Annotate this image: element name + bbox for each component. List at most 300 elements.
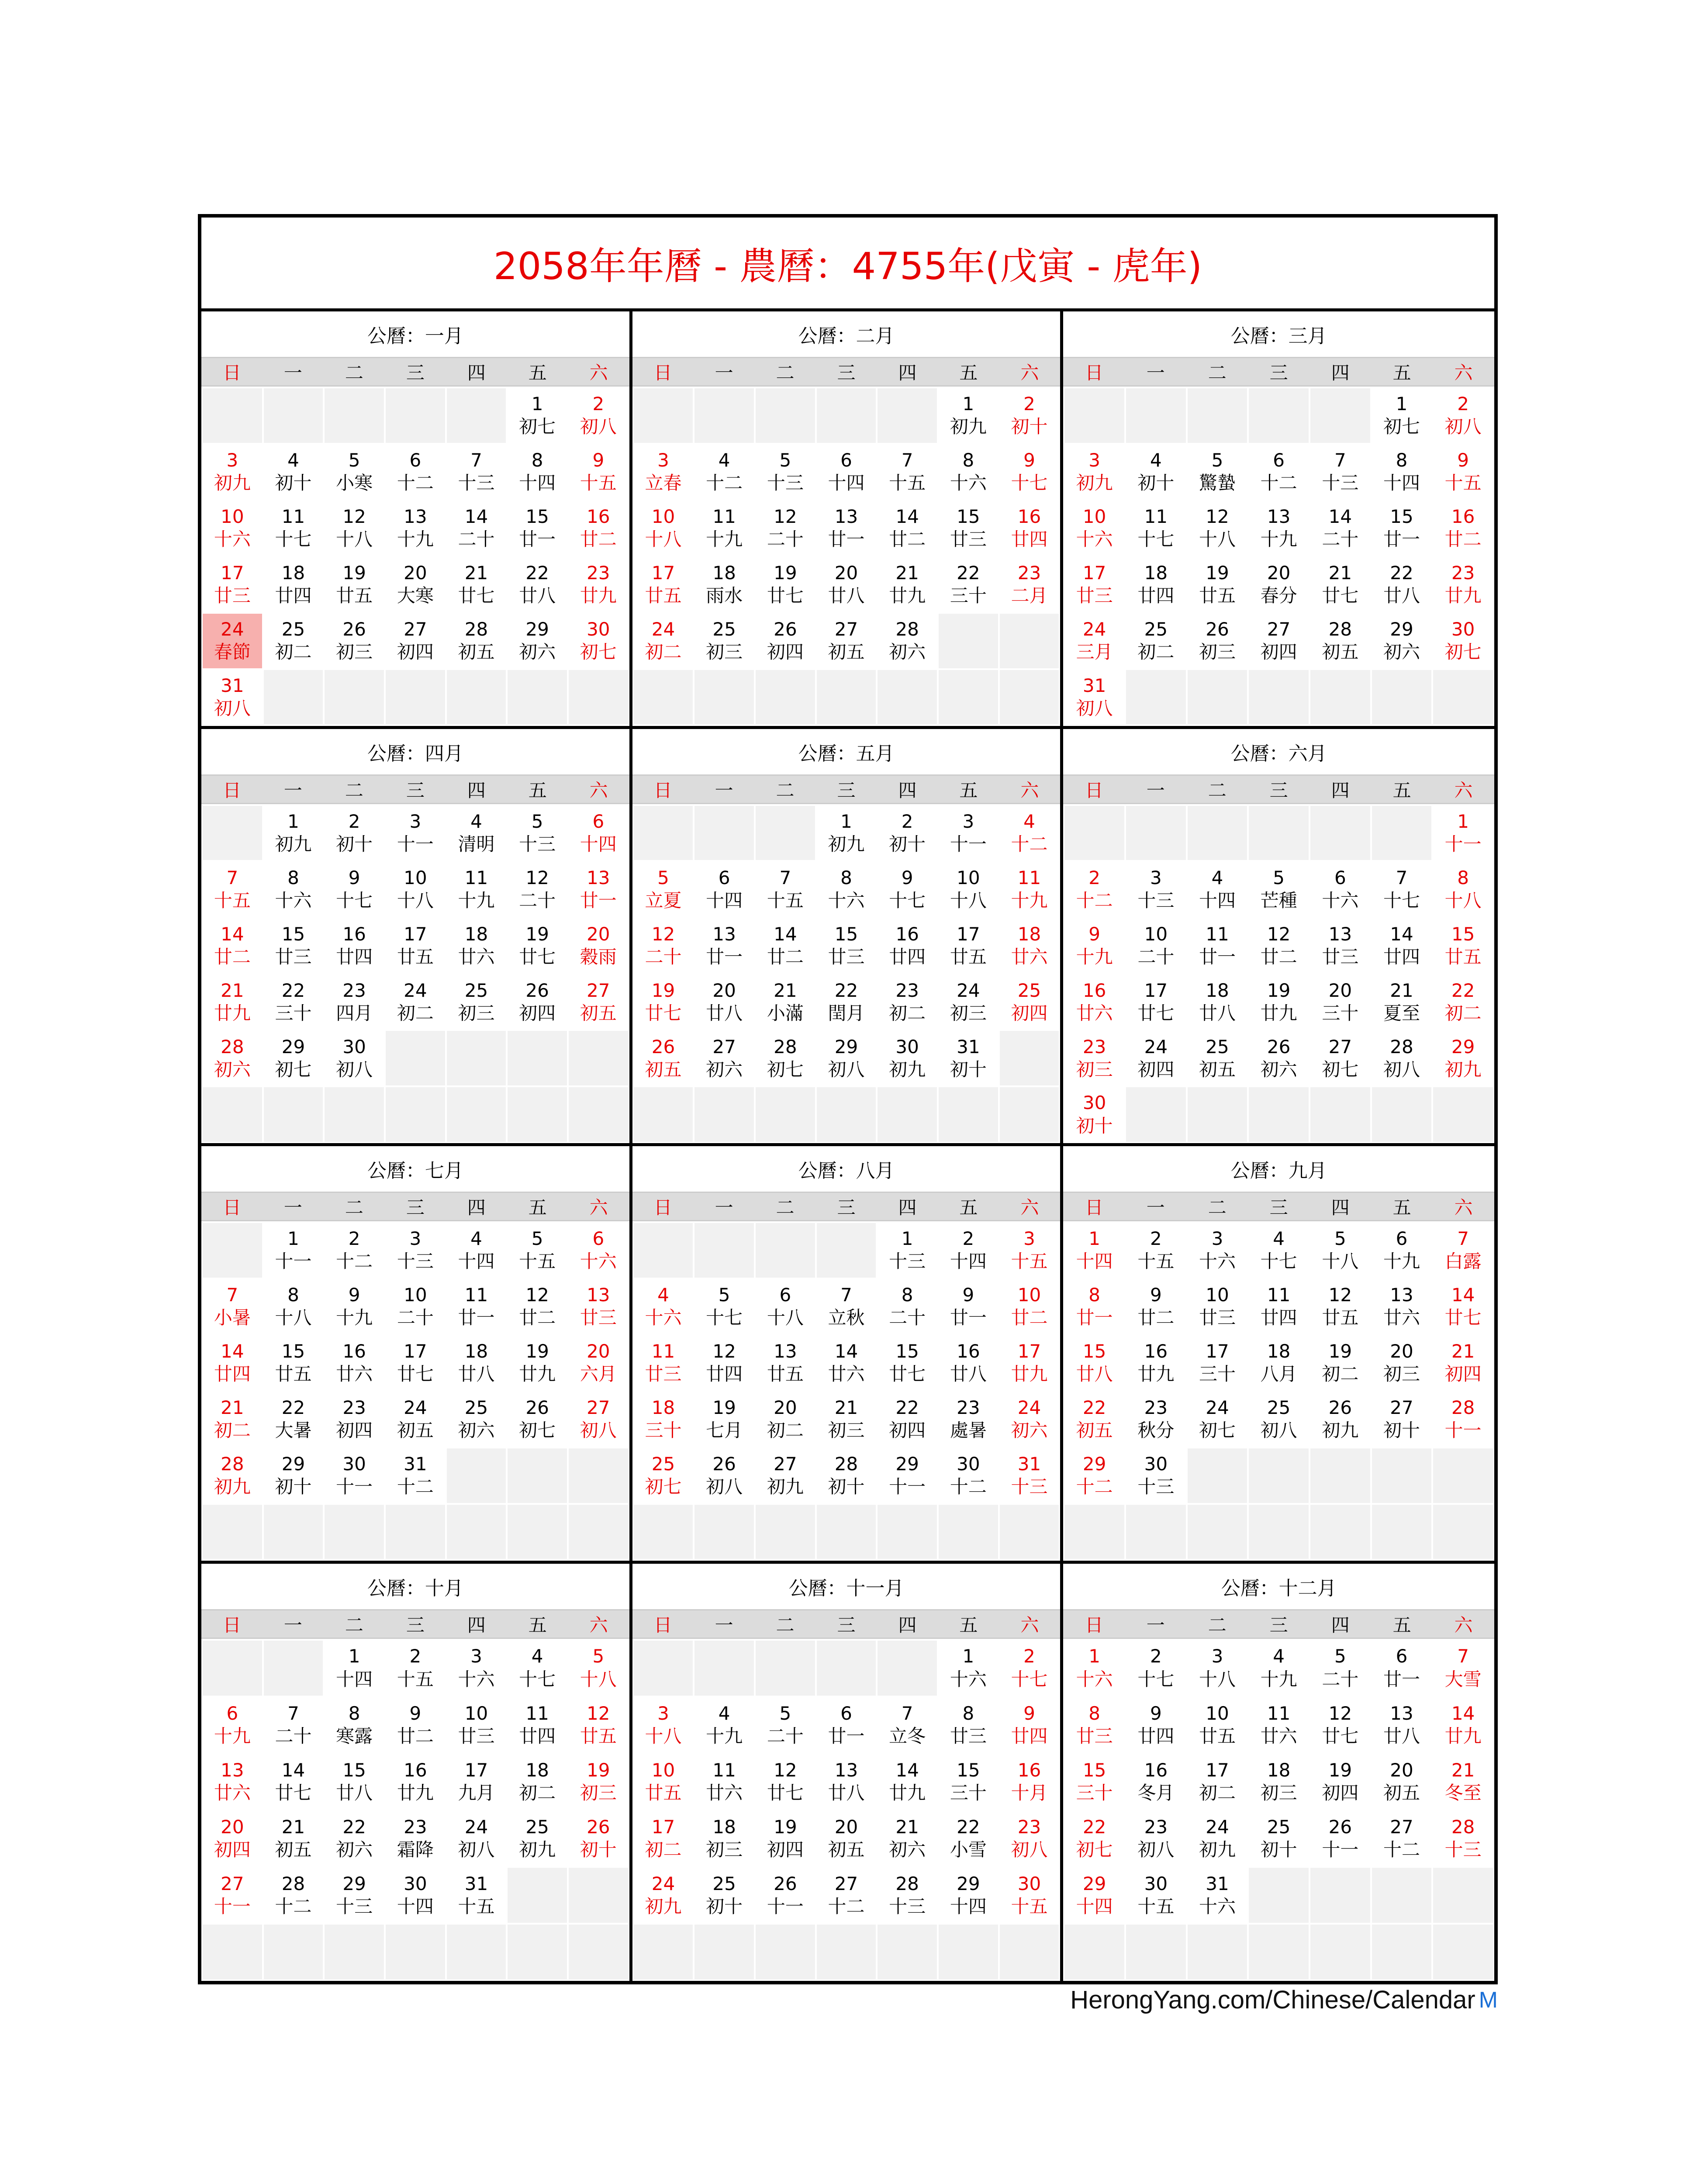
lunar-date: 初六: [519, 641, 556, 663]
day-cell: [756, 975, 815, 1029]
day-number: 10: [464, 1702, 488, 1724]
day-cell: [1126, 975, 1186, 1029]
day-number: 6: [226, 1702, 238, 1724]
day-number: 31: [1206, 1873, 1229, 1894]
day-cell: [1433, 445, 1493, 499]
weekday-label: 二: [776, 1197, 795, 1218]
day-cell: [694, 1868, 754, 1923]
day-number: 13: [587, 867, 610, 888]
lunar-date: 秋分: [1137, 1420, 1175, 1441]
empty-cell: [447, 1925, 506, 1980]
lunar-date: 廿八: [828, 1782, 865, 1804]
day-cell: [1249, 1279, 1309, 1334]
day-number: 23: [895, 979, 919, 1001]
day-cell: [447, 1336, 506, 1390]
empty-cell: [634, 1641, 693, 1696]
day-cell: [817, 1031, 876, 1085]
day-cell: [1310, 1392, 1370, 1447]
weekday-label: 三: [837, 362, 856, 384]
lunar-date: 廿七: [1137, 1002, 1175, 1024]
lunar-date: 十一: [214, 1895, 251, 1917]
lunar-date: 十八: [1199, 529, 1236, 550]
day-number: 6: [840, 449, 852, 471]
day-number: 26: [651, 1036, 675, 1057]
day-cell: [1000, 1641, 1059, 1696]
lunar-date: 十五: [458, 1895, 495, 1917]
day-number: 14: [1451, 1702, 1475, 1724]
day-cell: [756, 1279, 815, 1334]
day-cell: [1249, 1697, 1309, 1752]
day-cell: [1188, 501, 1247, 556]
weekday-label: 一: [715, 1197, 733, 1218]
day-number: 31: [1017, 1453, 1041, 1475]
lunar-date: 十月: [1011, 1782, 1048, 1804]
day-number: 28: [281, 1873, 305, 1894]
day-cell: [694, 1336, 754, 1390]
empty-cell: [1126, 1925, 1186, 1980]
lunar-date: 廿三: [458, 1725, 495, 1747]
day-number: 25: [651, 1453, 675, 1475]
day-cell: [325, 1279, 384, 1334]
lunar-date: 廿七: [397, 1363, 434, 1385]
lunar-date: 初七: [645, 1476, 682, 1498]
day-number: 13: [712, 923, 736, 945]
day-number: 18: [1017, 923, 1041, 945]
empty-cell: [939, 670, 998, 725]
lunar-date: 初七: [580, 641, 617, 663]
day-number: 26: [1267, 1036, 1291, 1057]
day-number: 30: [342, 1453, 366, 1475]
day-number: 14: [221, 923, 244, 945]
day-grid: [632, 1221, 1061, 1561]
weekday-label: 一: [283, 362, 302, 384]
day-cell: [386, 1868, 445, 1923]
month-block: [201, 311, 632, 729]
lunar-date: 初五: [1076, 1420, 1113, 1441]
day-cell: [569, 557, 628, 612]
lunar-date: 十一: [275, 1251, 312, 1272]
day-cell: [1000, 501, 1059, 556]
lunar-date: 十四: [1076, 1895, 1113, 1917]
day-number: 8: [287, 867, 299, 888]
day-cell: [508, 1811, 567, 1866]
day-cell: [1188, 445, 1247, 499]
lunar-date: 十六: [580, 1251, 617, 1272]
weekday-label: 三: [406, 1197, 425, 1218]
empty-cell: [634, 1087, 693, 1142]
day-cell: [1000, 388, 1059, 443]
day-number: 30: [1082, 1092, 1106, 1114]
day-cell: [1188, 1697, 1247, 1752]
day-cell: [634, 1697, 693, 1752]
lunar-date: 初六: [336, 1838, 373, 1860]
day-cell: [939, 975, 998, 1029]
day-number: 15: [281, 1341, 305, 1362]
day-number: 3: [1023, 1228, 1035, 1250]
day-number: 1: [1457, 810, 1469, 832]
empty-cell: [1433, 1087, 1493, 1142]
day-cell: [694, 1031, 754, 1085]
day-number: 18: [1206, 979, 1229, 1001]
lunar-date: 廿七: [889, 1363, 926, 1385]
day-number: 26: [525, 1397, 549, 1419]
day-number: 17: [1082, 562, 1106, 584]
day-number: 28: [834, 1453, 858, 1475]
day-number: 21: [895, 1816, 919, 1838]
day-number: 26: [1206, 619, 1229, 640]
empty-cell: [694, 1925, 754, 1980]
weekday-label: 三: [406, 1614, 425, 1636]
lunar-date: 十一: [1444, 833, 1482, 855]
day-cell: [264, 1223, 323, 1278]
lunar-date: 廿九: [214, 1002, 251, 1024]
lunar-date: 廿六: [1383, 1307, 1420, 1329]
empty-cell: [817, 1641, 876, 1696]
lunar-date: 初三: [580, 1782, 617, 1804]
lunar-date: 初九: [1076, 472, 1113, 494]
day-number: 23: [587, 562, 610, 584]
day-cell: [634, 557, 693, 612]
empty-cell: [1372, 806, 1432, 860]
day-number: 3: [470, 1645, 482, 1667]
day-cell: [694, 975, 754, 1029]
day-cell: [203, 1697, 262, 1752]
day-cell: [634, 862, 693, 916]
day-cell: [817, 1754, 876, 1809]
lunar-date: 十五: [1444, 472, 1482, 494]
day-cell: [1372, 1754, 1432, 1809]
lunar-date: 廿五: [580, 1725, 617, 1747]
empty-cell: [508, 1925, 567, 1980]
lunar-date: 廿三: [950, 1725, 987, 1747]
day-number: 18: [712, 562, 736, 584]
lunar-date: 廿四: [1383, 946, 1420, 968]
day-cell: [569, 1754, 628, 1809]
day-cell: [569, 1392, 628, 1447]
day-number: 22: [1082, 1397, 1106, 1419]
footer-link[interactable]: HerongYang.com/Chinese/Calendar: [1070, 1986, 1475, 2014]
empty-cell: [694, 388, 754, 443]
lunar-date: 初三: [1076, 1058, 1113, 1080]
lunar-date: 初十: [1137, 472, 1175, 494]
day-number: 24: [957, 979, 980, 1001]
empty-cell: [1000, 1031, 1059, 1085]
day-number: 5: [592, 1645, 605, 1667]
lunar-date: 十七: [275, 529, 312, 550]
day-number: 11: [1017, 867, 1041, 888]
day-cell: [386, 1223, 445, 1278]
day-number: 7: [1396, 867, 1408, 888]
day-number: 31: [404, 1453, 427, 1475]
day-cell: [203, 975, 262, 1029]
day-cell: [878, 1811, 937, 1866]
day-cell: [386, 614, 445, 668]
lunar-date: 三十: [275, 1002, 312, 1024]
lunar-date: 初四: [1260, 641, 1297, 663]
day-cell: [1372, 1223, 1432, 1278]
lunar-date: 初六: [1383, 641, 1420, 663]
lunar-date: 廿九: [889, 1782, 926, 1804]
day-cell: [1126, 1279, 1186, 1334]
empty-cell: [1188, 1087, 1247, 1142]
lunar-date: 十七: [1011, 472, 1048, 494]
day-cell: [447, 975, 506, 1029]
lunar-date: 初十: [828, 1476, 865, 1498]
day-number: 3: [409, 810, 422, 832]
lunar-date: 初二: [1322, 1363, 1359, 1385]
day-cell: [386, 1279, 445, 1334]
day-cell: [264, 1754, 323, 1809]
weekday-label: 日: [222, 779, 241, 801]
day-number: 22: [281, 979, 305, 1001]
lunar-date: 二十: [397, 1307, 434, 1329]
weekday-label: 日: [1085, 362, 1103, 384]
lunar-date: 十四: [1383, 472, 1420, 494]
day-number: 7: [226, 1284, 238, 1306]
lunar-date: 廿七: [519, 946, 556, 968]
day-cell: [447, 1811, 506, 1866]
day-number: 12: [712, 1341, 736, 1362]
weekday-label: 二: [1208, 362, 1227, 384]
lunar-date: 初二: [214, 1420, 251, 1441]
day-cell: [447, 614, 506, 668]
weekday-label: 二: [345, 362, 363, 384]
day-number: 10: [1082, 506, 1106, 528]
day-cell: [878, 1697, 937, 1752]
lunar-date: 初十: [706, 1895, 743, 1917]
lunar-date: 初八: [214, 698, 251, 719]
day-number: 29: [1390, 619, 1413, 640]
day-cell: [1310, 975, 1370, 1029]
day-number: 31: [1082, 674, 1106, 696]
empty-cell: [1000, 614, 1059, 668]
day-number: 20: [834, 1816, 858, 1838]
day-number: 9: [901, 867, 913, 888]
lunar-date: 十九: [336, 1307, 373, 1329]
lunar-date: 初十: [336, 833, 373, 855]
lunar-date: 十四: [458, 1251, 495, 1272]
weekday-label: 六: [1454, 1197, 1473, 1218]
empty-cell: [1064, 1925, 1124, 1980]
day-number: 1: [962, 393, 974, 415]
day-number: 23: [1144, 1816, 1168, 1838]
weekday-label: 四: [1331, 362, 1350, 384]
day-number: 5: [531, 810, 543, 832]
day-number: 6: [592, 810, 605, 832]
weekday-label: 一: [715, 779, 733, 801]
empty-cell: [264, 670, 323, 725]
day-cell: [1126, 557, 1186, 612]
empty-cell: [1310, 1087, 1370, 1142]
day-number: 5: [657, 867, 669, 888]
empty-cell: [1372, 1448, 1432, 1503]
day-number: 1: [348, 1645, 360, 1667]
lunar-date: 十八: [275, 1307, 312, 1329]
lunar-date: 穀雨: [580, 946, 617, 968]
day-cell: [386, 975, 445, 1029]
lunar-date: 十一: [336, 1476, 373, 1498]
weekday-label: 一: [1146, 1614, 1165, 1636]
lunar-date: 十四: [828, 472, 865, 494]
lunar-date: 廿二: [1137, 1307, 1175, 1329]
day-number: 22: [834, 979, 858, 1001]
day-cell: [508, 388, 567, 443]
day-number: 2: [1457, 393, 1469, 415]
day-cell: [264, 445, 323, 499]
day-number: 8: [531, 449, 543, 471]
lunar-date: 十二: [1260, 472, 1297, 494]
weekday-label: 五: [1392, 362, 1411, 384]
lunar-date: 廿八: [336, 1782, 373, 1804]
lunar-date: 三十: [950, 585, 987, 607]
day-number: 27: [774, 1453, 797, 1475]
lunar-date: 廿八: [706, 1002, 743, 1024]
day-number: 16: [1017, 1759, 1041, 1781]
lunar-date: 初八: [1076, 698, 1113, 719]
lunar-date: 十一: [1322, 1838, 1359, 1860]
day-number: 29: [1451, 1036, 1475, 1057]
day-cell: [1310, 501, 1370, 556]
lunar-date: 初四: [336, 1420, 373, 1441]
lunar-date: 廿五: [1199, 1725, 1236, 1747]
empty-cell: [939, 1505, 998, 1559]
day-cell: [569, 1279, 628, 1334]
empty-cell: [447, 1505, 506, 1559]
lunar-date: 廿三: [1199, 1307, 1236, 1329]
day-number: 22: [525, 562, 549, 584]
day-cell: [634, 501, 693, 556]
day-number: 20: [587, 1341, 610, 1362]
lunar-date: 廿九: [889, 585, 926, 607]
day-cell: [325, 1392, 384, 1447]
lunar-date: 初四: [519, 1002, 556, 1024]
empty-cell: [203, 388, 262, 443]
day-number: 20: [774, 1397, 797, 1419]
day-number: 2: [1023, 393, 1035, 415]
day-number: 16: [1144, 1759, 1168, 1781]
day-cell: [1249, 1641, 1309, 1696]
weekday-label: 日: [653, 362, 672, 384]
lunar-date: 十九: [706, 529, 743, 550]
empty-cell: [939, 1925, 998, 1980]
day-number: 24: [1082, 619, 1106, 640]
empty-cell: [569, 1505, 628, 1559]
lunar-date: 初二: [1444, 1002, 1482, 1024]
day-number: 23: [1017, 1816, 1041, 1838]
day-number: 7: [901, 1702, 913, 1724]
day-cell: [1126, 1336, 1186, 1390]
day-cell: [264, 1392, 323, 1447]
day-cell: [447, 557, 506, 612]
day-number: 6: [1396, 1645, 1408, 1667]
day-cell: [1372, 557, 1432, 612]
day-number: 20: [1390, 1759, 1413, 1781]
day-number: 20: [1390, 1341, 1413, 1362]
weekday-header: [201, 1192, 629, 1221]
day-number: 20: [587, 923, 610, 945]
empty-cell: [1372, 1868, 1432, 1923]
day-cell: [508, 1336, 567, 1390]
lunar-date: 初四: [1444, 1363, 1482, 1385]
day-cell: [1249, 1392, 1309, 1447]
lunar-date: 春分: [1260, 585, 1297, 607]
day-cell: [1188, 862, 1247, 916]
month-block: [1063, 1146, 1494, 1564]
lunar-date: 初八: [580, 416, 617, 438]
lunar-date: 四月: [336, 1002, 373, 1024]
day-cell: [264, 1448, 323, 1503]
empty-cell: [817, 388, 876, 443]
day-cell: [569, 862, 628, 916]
day-number: 28: [895, 1873, 919, 1894]
lunar-date: 廿四: [889, 946, 926, 968]
lunar-date: 初八: [1011, 1838, 1048, 1860]
day-cell: [447, 918, 506, 973]
day-number: 6: [1396, 1228, 1408, 1250]
day-number: 21: [1328, 562, 1352, 584]
lunar-date: 初九: [645, 1895, 682, 1917]
lunar-date: 十二: [397, 1476, 434, 1498]
day-cell: [1310, 1754, 1370, 1809]
day-number: 9: [1150, 1702, 1162, 1724]
day-number: 12: [651, 923, 675, 945]
empty-cell: [1433, 670, 1493, 725]
day-cell: [756, 1754, 815, 1809]
day-number: 1: [962, 1645, 974, 1667]
day-cell: [1433, 1392, 1493, 1447]
day-cell: [756, 501, 815, 556]
day-cell: [1188, 1641, 1247, 1696]
day-number: 24: [221, 619, 244, 640]
day-number: 9: [1150, 1284, 1162, 1306]
day-cell: [1188, 1223, 1247, 1278]
day-cell: [1064, 1448, 1124, 1503]
day-cell: [1372, 1279, 1432, 1334]
lunar-date: 廿四: [1137, 585, 1175, 607]
day-cell: [569, 806, 628, 860]
day-number: 14: [1390, 923, 1413, 945]
lunar-date: 立秋: [828, 1307, 865, 1329]
weekday-label: 四: [467, 1614, 486, 1636]
day-cell: [508, 1754, 567, 1809]
empty-cell: [1249, 1868, 1309, 1923]
day-number: 23: [1082, 1036, 1106, 1057]
day-number: 4: [1273, 1228, 1285, 1250]
day-number: 5: [718, 1284, 730, 1306]
day-number: 20: [834, 562, 858, 584]
lunar-date: 初八: [828, 1058, 865, 1080]
day-number: 8: [1396, 449, 1408, 471]
day-number: 11: [525, 1702, 549, 1724]
empty-cell: [1188, 1925, 1247, 1980]
empty-cell: [1126, 670, 1186, 725]
weekday-label: 六: [1020, 779, 1039, 801]
empty-cell: [694, 670, 754, 725]
day-number: 8: [962, 1702, 974, 1724]
day-number: 10: [1206, 1284, 1229, 1306]
day-number: 21: [464, 562, 488, 584]
lunar-date: 廿四: [336, 946, 373, 968]
lunar-date: 初八: [580, 1420, 617, 1441]
day-cell: [508, 975, 567, 1029]
lunar-date: 初六: [706, 1058, 743, 1080]
day-cell: [939, 806, 998, 860]
day-number: 10: [1017, 1284, 1041, 1306]
lunar-date: 十八: [950, 889, 987, 911]
day-number: 3: [1088, 449, 1101, 471]
weekday-label: 日: [222, 1614, 241, 1636]
weekday-label: 四: [898, 1614, 917, 1636]
